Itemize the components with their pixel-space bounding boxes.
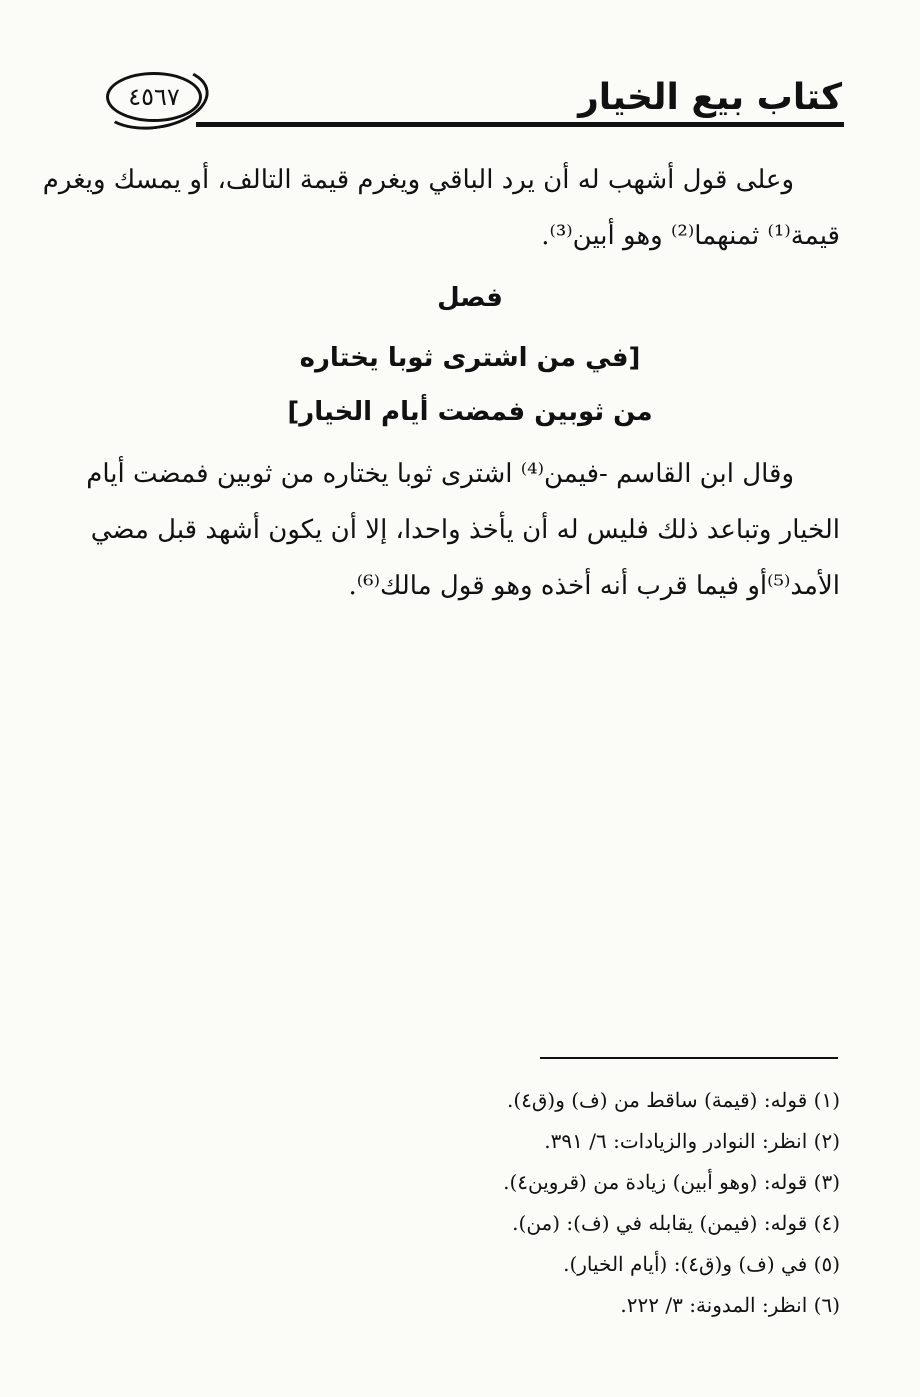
page-number: ٤٥٦٧ <box>128 83 180 111</box>
section-title-line-1: [في من اشترى ثوبا يختاره <box>299 343 641 373</box>
paragraph-line: وعلى قول أشهب له أن يرد الباقي ويغرم قيمة التالف، أو يمسك ويغرم <box>42 165 794 195</box>
running-header-title: كتاب بيع الخيار <box>578 77 842 118</box>
section-label: فصل <box>437 283 503 313</box>
paragraph-1 <box>42 152 840 264</box>
header-rule <box>196 122 844 127</box>
footnote-6: (٦) انظر: المدونة: ٣/ ٢٢٢. <box>620 1293 840 1317</box>
paragraph-line: الأمد⁽⁵⁾أو فيما قرب أنه أخذه وهو قول مالك⁽⁶⁾. <box>348 571 840 601</box>
page-number-badge <box>106 72 202 122</box>
paragraph-2 <box>86 446 840 614</box>
paragraph-line: وقال ابن القاسم -فيمن⁽⁴⁾ اشترى ثوبا يختاره من ثوبين فمضت أيام <box>86 459 794 489</box>
footnote-5: (٥) في (ف) و(ق٤): (أيام الخيار). <box>563 1252 840 1276</box>
footnote-separator <box>540 1057 838 1059</box>
footnote-4: (٤) قوله: (فيمن) يقابله في (ف): (من). <box>512 1211 840 1235</box>
footnote-2: (٢) انظر: النوادر والزيادات: ٦/ ٣٩١. <box>544 1129 840 1153</box>
footnotes <box>420 1080 840 1326</box>
paragraph-line: الخيار وتباعد ذلك فليس له أن يأخذ واحدا، إلا أن يكون أشهد قبل مضي <box>90 515 840 545</box>
section-title-line-2: من ثوبين فمضت أيام الخيار] <box>287 397 653 427</box>
footnote-3: (٣) قوله: (وهو أبين) زيادة من (قروين٤). <box>503 1170 840 1194</box>
paragraph-line: قيمة⁽¹⁾ ثمنهما⁽²⁾ وهو أبين⁽³⁾. <box>541 221 840 251</box>
footnote-1: (١) قوله: (قيمة) ساقط من (ف) و(ق٤). <box>506 1088 840 1112</box>
